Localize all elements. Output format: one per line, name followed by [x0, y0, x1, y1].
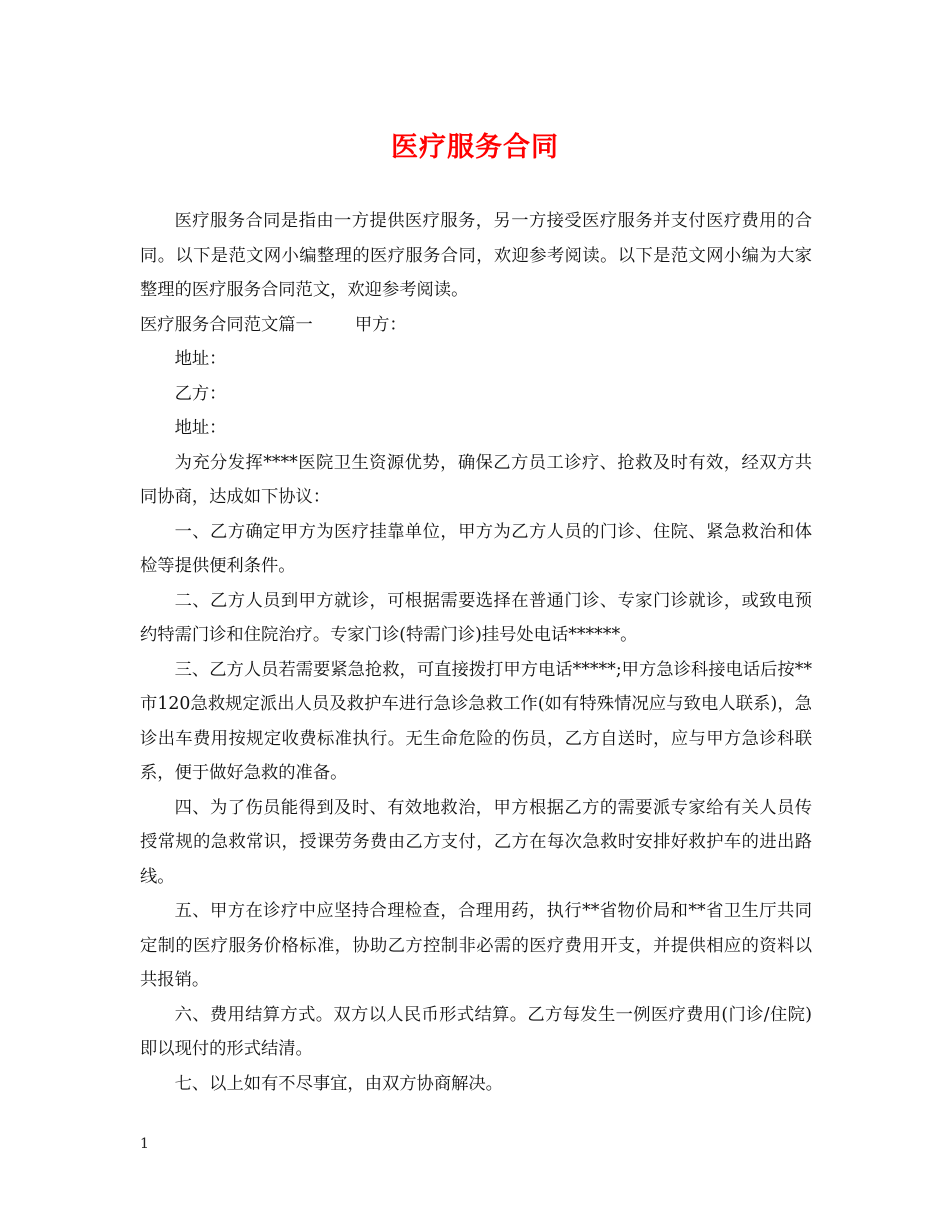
party-a-label: 甲方： — [354, 314, 407, 335]
party-a-address: 地址： — [174, 349, 227, 369]
clause-7: 七、以上如有不尽事宜，由双方协商解决。 — [174, 1073, 503, 1094]
intro-paragraph: 医疗服务合同是指由一方提供医疗服务，另一方接受医疗服务并支付医疗费用的合同。以下是范文网小编整理的医疗服务合同，欢迎参考阅读。以下是范文网小编为大家整理的医疗服务合同范文，欢迎参考阅读。 — [140, 211, 812, 300]
agreement-preamble: 为充分发挥****医院卫生资源优势，确保乙方员工诊疗、抢救及时有效，经双方共同协商，达成如下协议： — [140, 452, 812, 507]
clause-1: 一、乙方确定甲方为医疗挂靠单位，甲方为乙方人员的门诊、住院、紧急救治和体检等提供便利条件。 — [140, 521, 812, 576]
clause-4: 四、为了伤员能得到及时、有效地救治，甲方根据乙方的需要派专家给有关人员传授常规的急救常识，授课劳务费由乙方支付，乙方在每次急救时安排好救护车的进出路线。 — [140, 797, 812, 887]
party-b-address: 地址： — [174, 418, 227, 438]
clause-3: 三、乙方人员若需要紧急抢救，可直接拨打甲方电话*****;甲方急诊科接电话后按**市120急救规定派出人员及救护车进行急诊急救工作(如有特殊情况应与致电人联系)，急诊出车费用按规定收费标准执行。无生命危险的伤员，乙方自送时，应与甲方急诊科联系，便于做好急救的准备。 — [140, 659, 812, 783]
clause-5: 五、甲方在诊疗中应坚持合理检查，合理用药，执行**省物价局和**省卫生厅共同定制的医疗服务价格标准，协助乙方控制非必需的医疗费用开支，并提供相应的资料以共报销。 — [140, 901, 812, 990]
page-number: 1 — [140, 1136, 149, 1152]
sample-heading-line — [140, 308, 812, 343]
document-body — [140, 204, 812, 1101]
clause-6: 六、费用结算方式。双方以人民币形式结算。乙方每发生一例医疗费用(门诊/住院)即以现付的形式结清。 — [140, 1004, 812, 1059]
sample-heading: 医疗服务合同范文篇一 — [140, 314, 313, 335]
document-title: 医疗服务合同 — [391, 132, 559, 163]
clause-2: 二、乙方人员到甲方就诊，可根据需要选择在普通门诊、专家门诊就诊，或致电预约特需门诊和住院治疗。专家门诊(特需门诊)挂号处电话******。 — [140, 590, 812, 645]
party-b-label: 乙方： — [174, 383, 227, 404]
